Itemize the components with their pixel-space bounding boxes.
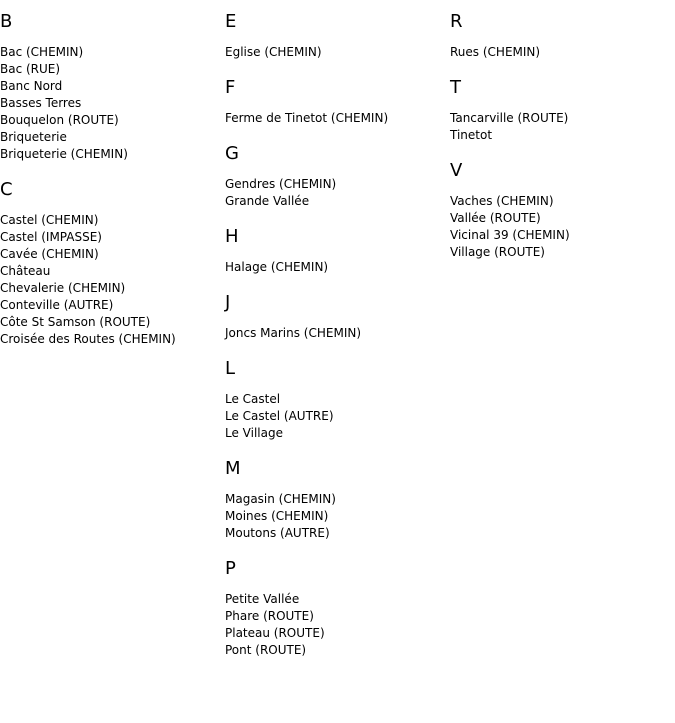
street-link[interactable]: Bac (CHEMIN) <box>0 45 84 59</box>
section-letter-heading: P <box>225 558 236 579</box>
street-link[interactable]: Le Castel <box>225 392 281 406</box>
street-link[interactable]: Briqueterie (CHEMIN) <box>0 147 128 161</box>
section-letter-heading: C <box>0 179 13 200</box>
street-link[interactable]: Phare (ROUTE) <box>225 609 314 623</box>
street-link[interactable]: Banc Nord <box>0 79 63 93</box>
street-link[interactable]: Village (ROUTE) <box>450 245 545 259</box>
section-letter-heading: R <box>450 11 463 32</box>
street-link[interactable]: Château <box>0 264 51 278</box>
street-link[interactable]: Ferme de Tinetot (CHEMIN) <box>225 111 389 125</box>
street-index-column-3 <box>450 9 670 275</box>
street-list <box>0 212 220 348</box>
section-letter-heading: H <box>225 226 239 247</box>
section-letter-heading: E <box>225 11 237 32</box>
street-link[interactable]: Magasin (CHEMIN) <box>225 492 336 506</box>
street-list <box>225 591 445 659</box>
street-link[interactable]: Moutons (AUTRE) <box>225 526 330 540</box>
street-link[interactable]: Gendres (CHEMIN) <box>225 177 337 191</box>
street-link[interactable]: Eglise (CHEMIN) <box>225 45 322 59</box>
street-link[interactable]: Le Castel (AUTRE) <box>225 409 334 423</box>
street-list <box>225 325 445 342</box>
street-list <box>450 193 670 261</box>
street-link[interactable]: Briqueterie <box>0 130 67 144</box>
letter-section <box>450 75 670 144</box>
letter-section <box>225 224 445 276</box>
street-index-column-1 <box>0 9 220 362</box>
street-link[interactable]: Le Village <box>225 426 283 440</box>
letter-section <box>225 75 445 127</box>
street-link[interactable]: Vicinal 39 (CHEMIN) <box>450 228 570 242</box>
street-link[interactable]: Vallée (ROUTE) <box>450 211 541 225</box>
section-letter-heading: G <box>225 143 239 164</box>
street-link[interactable]: Tinetot <box>450 128 493 142</box>
street-link[interactable]: Cavée (CHEMIN) <box>0 247 99 261</box>
street-index-column-2 <box>225 9 445 673</box>
section-letter-heading: V <box>450 160 463 181</box>
letter-section <box>225 356 445 442</box>
letter-section <box>225 556 445 659</box>
street-list <box>225 391 445 442</box>
street-link[interactable]: Halage (CHEMIN) <box>225 260 329 274</box>
letter-section <box>0 9 220 163</box>
street-link[interactable]: Castel (CHEMIN) <box>0 213 99 227</box>
street-link[interactable]: Conteville (AUTRE) <box>0 298 114 312</box>
section-letter-heading: F <box>225 77 236 98</box>
section-letter-heading: L <box>225 358 236 379</box>
street-link[interactable]: Chevalerie (CHEMIN) <box>0 281 126 295</box>
section-letter-heading: M <box>225 458 241 479</box>
street-link[interactable]: Plateau (ROUTE) <box>225 626 325 640</box>
street-link[interactable]: Basses Terres <box>0 96 82 110</box>
street-link[interactable]: Bouquelon (ROUTE) <box>0 113 119 127</box>
street-list <box>225 44 445 61</box>
street-list <box>225 259 445 276</box>
letter-section <box>225 456 445 542</box>
street-list <box>450 44 670 61</box>
section-letter-heading: T <box>450 77 461 98</box>
section-letter-heading: J <box>225 292 231 313</box>
street-link[interactable]: Vaches (CHEMIN) <box>450 194 554 208</box>
street-list <box>225 110 445 127</box>
street-link[interactable]: Joncs Marins (CHEMIN) <box>225 326 362 340</box>
street-link[interactable]: Bac (RUE) <box>0 62 61 76</box>
street-list <box>0 44 220 163</box>
street-link[interactable]: Rues (CHEMIN) <box>450 45 541 59</box>
section-letter-heading: B <box>0 11 13 32</box>
street-link[interactable]: Petite Vallée <box>225 592 300 606</box>
street-list <box>225 176 445 210</box>
street-list <box>225 491 445 542</box>
street-link[interactable]: Castel (IMPASSE) <box>0 230 102 244</box>
street-link[interactable]: Pont (ROUTE) <box>225 643 307 657</box>
letter-section <box>225 290 445 342</box>
letter-section <box>450 158 670 261</box>
street-link[interactable]: Tancarville (ROUTE) <box>450 111 569 125</box>
letter-section <box>225 141 445 210</box>
street-link[interactable]: Moines (CHEMIN) <box>225 509 329 523</box>
street-link[interactable]: Grande Vallée <box>225 194 310 208</box>
letter-section <box>450 9 670 61</box>
letter-section <box>225 9 445 61</box>
street-link[interactable]: Côte St Samson (ROUTE) <box>0 315 151 329</box>
street-link[interactable]: Croisée des Routes (CHEMIN) <box>0 332 176 346</box>
street-list <box>450 110 670 144</box>
letter-section <box>0 177 220 348</box>
